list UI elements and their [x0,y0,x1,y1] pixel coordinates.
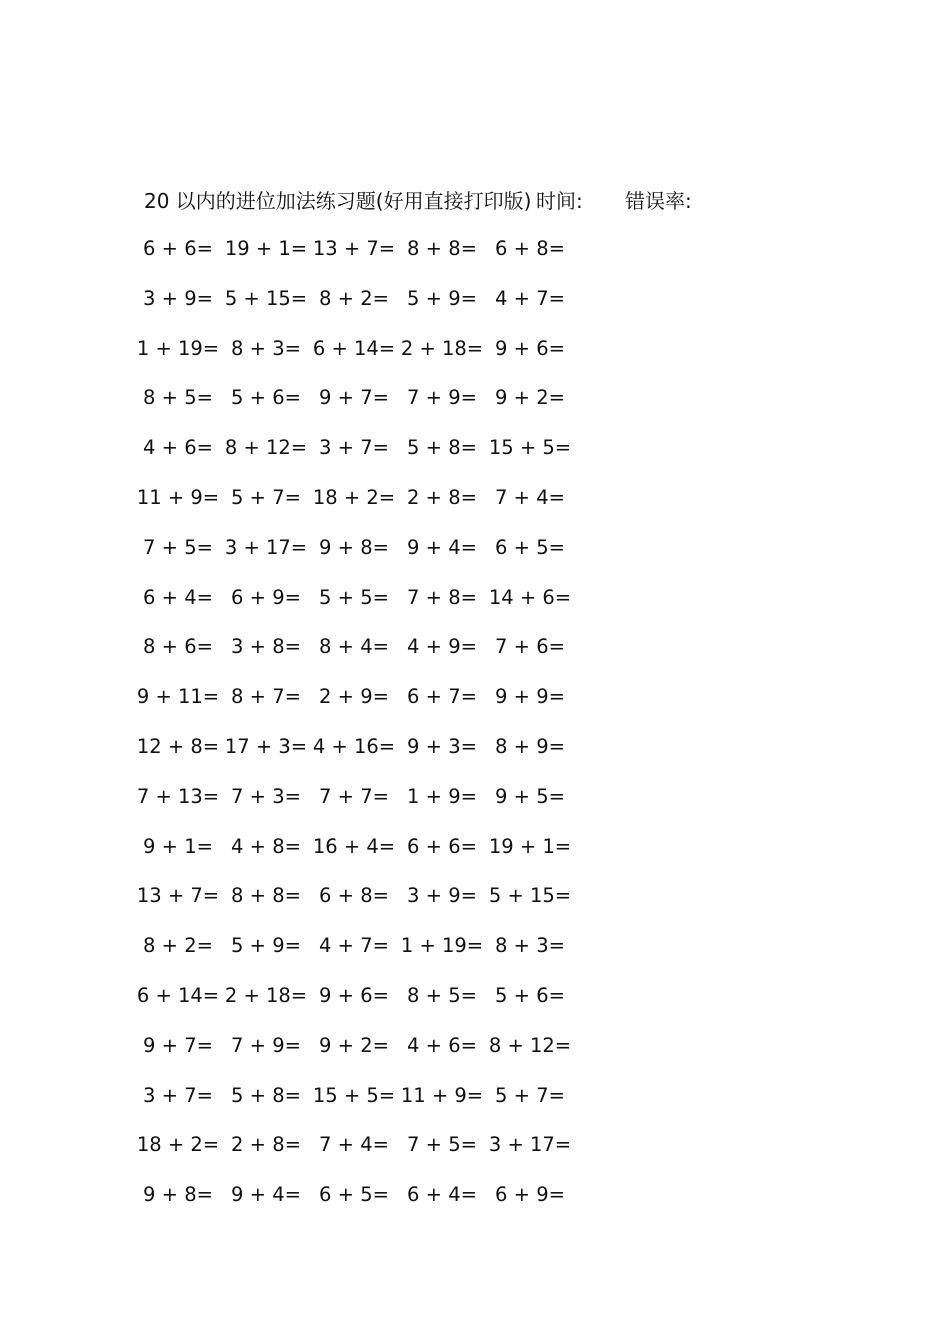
problem-row [144,1031,604,1081]
addition-problem: 6 + 5= [495,535,565,559]
addition-problem: 5 + 6= [495,983,565,1007]
problem-row [144,1081,604,1131]
addition-problem: 6 + 4= [407,1183,477,1207]
addition-problem: 9 + 7= [319,386,389,410]
addition-problem: 7 + 5= [407,1133,477,1157]
addition-problem: 3 + 17= [224,535,308,559]
problem-row [136,483,604,533]
problem-row [144,931,604,981]
addition-problem: 3 + 7= [319,436,389,460]
addition-problem: 13 + 7= [136,884,220,908]
error-rate-label: 错误率: [625,189,692,213]
addition-problem: 3 + 8= [231,635,301,659]
problem-row [136,732,604,782]
addition-problem: 4 + 8= [231,834,301,858]
addition-problem: 1 + 9= [407,784,477,808]
addition-problem: 15 + 5= [488,436,572,460]
addition-problem: 1 + 19= [400,934,484,958]
addition-problem: 5 + 9= [231,934,301,958]
addition-problem: 3 + 9= [407,884,477,908]
addition-problem: 14 + 6= [488,585,572,609]
addition-problem: 6 + 6= [143,237,213,260]
addition-problem: 6 + 4= [143,585,213,609]
addition-problem: 5 + 7= [495,1083,565,1107]
addition-problem: 8 + 4= [319,635,389,659]
addition-problem: 9 + 6= [495,336,565,360]
addition-problem: 4 + 6= [407,1033,477,1057]
addition-problem: 2 + 9= [319,685,389,709]
addition-problem: 11 + 9= [136,485,220,509]
addition-problem: 9 + 9= [495,685,565,709]
addition-problem: 7 + 6= [495,635,565,659]
addition-problem: 8 + 2= [143,934,213,958]
problem-row [136,334,604,384]
addition-problem: 7 + 13= [136,784,220,808]
addition-problem: 9 + 2= [319,1033,389,1057]
time-label: 时间: [536,189,583,213]
addition-problem: 4 + 16= [312,734,396,758]
addition-problem: 11 + 9= [400,1083,484,1107]
problem-row [136,782,604,832]
addition-problem: 2 + 18= [400,336,484,360]
addition-problem: 5 + 7= [231,485,301,509]
addition-problem: 8 + 8= [407,237,477,260]
addition-problem: 8 + 3= [495,934,565,958]
addition-problem: 8 + 5= [143,386,213,410]
addition-problem: 9 + 2= [495,386,565,410]
problem-row [144,832,604,882]
addition-problem: 7 + 7= [319,784,389,808]
addition-problem: 19 + 1= [488,834,572,858]
addition-problem: 5 + 8= [407,436,477,460]
addition-problem: 9 + 4= [231,1183,301,1207]
addition-problem: 8 + 8= [231,884,301,908]
addition-problem: 4 + 6= [143,436,213,460]
addition-problem: 4 + 7= [319,934,389,958]
addition-problem: 9 + 6= [319,983,389,1007]
addition-problem: 13 + 7= [312,237,396,260]
problem-row [136,1130,604,1180]
addition-problem: 9 + 5= [495,784,565,808]
addition-problem: 9 + 4= [407,535,477,559]
addition-problem: 16 + 4= [312,834,396,858]
addition-problem: 3 + 7= [143,1083,213,1107]
problem-row [144,583,604,633]
addition-problem: 5 + 5= [319,585,389,609]
addition-problem: 3 + 17= [488,1133,572,1157]
addition-problem: 8 + 3= [231,336,301,360]
problem-row [144,383,604,433]
addition-problem: 17 + 3= [224,734,308,758]
addition-problem: 7 + 5= [143,535,213,559]
addition-problem: 9 + 7= [143,1033,213,1057]
addition-problem: 2 + 8= [231,1133,301,1157]
addition-problem: 8 + 2= [319,286,389,310]
addition-problem: 5 + 15= [224,286,308,310]
addition-problem: 8 + 12= [224,436,308,460]
addition-problem: 5 + 6= [231,386,301,410]
addition-problem: 9 + 3= [407,734,477,758]
problem-row [144,1180,604,1230]
addition-problem: 2 + 8= [407,485,477,509]
addition-problem: 18 + 2= [136,1133,220,1157]
problem-row [144,234,604,284]
addition-problem: 6 + 9= [495,1183,565,1207]
addition-problem: 18 + 2= [312,485,396,509]
addition-problem: 2 + 18= [224,983,308,1007]
addition-problem: 8 + 7= [231,685,301,709]
addition-problem: 6 + 7= [407,685,477,709]
problem-row [144,433,604,483]
addition-problem: 6 + 8= [495,237,565,260]
addition-problem: 8 + 9= [495,734,565,758]
addition-problem: 19 + 1= [224,237,308,260]
problem-row [136,682,604,732]
problem-row [136,981,604,1031]
addition-problem: 4 + 7= [495,286,565,310]
addition-problem: 9 + 11= [136,685,220,709]
addition-problem: 7 + 4= [495,485,565,509]
problem-row [136,881,604,931]
addition-problem: 15 + 5= [312,1083,396,1107]
problem-row [144,284,604,334]
addition-problem: 6 + 14= [136,983,220,1007]
addition-problem: 12 + 8= [136,734,220,758]
addition-problem: 6 + 6= [407,834,477,858]
addition-problem: 8 + 12= [488,1033,572,1057]
addition-problem: 8 + 5= [407,983,477,1007]
problem-grid [136,234,604,1230]
addition-problem: 6 + 14= [312,336,396,360]
addition-problem: 6 + 8= [319,884,389,908]
addition-problem: 9 + 8= [143,1183,213,1207]
addition-problem: 5 + 9= [407,286,477,310]
addition-problem: 9 + 1= [143,834,213,858]
problem-row [144,632,604,682]
addition-problem: 7 + 8= [407,585,477,609]
addition-problem: 7 + 4= [319,1133,389,1157]
worksheet-header [144,186,764,216]
addition-problem: 9 + 8= [319,535,389,559]
addition-problem: 6 + 9= [231,585,301,609]
addition-problem: 7 + 3= [231,784,301,808]
addition-problem: 7 + 9= [407,386,477,410]
addition-problem: 5 + 15= [488,884,572,908]
addition-problem: 4 + 9= [407,635,477,659]
addition-problem: 8 + 6= [143,635,213,659]
addition-problem: 3 + 9= [143,286,213,310]
problem-row [144,533,604,583]
addition-problem: 1 + 19= [136,336,220,360]
addition-problem: 6 + 5= [319,1183,389,1207]
addition-problem: 7 + 9= [231,1033,301,1057]
worksheet-title: 20 以内的进位加法练习题(好用直接打印版) [144,189,532,213]
addition-problem: 5 + 8= [231,1083,301,1107]
